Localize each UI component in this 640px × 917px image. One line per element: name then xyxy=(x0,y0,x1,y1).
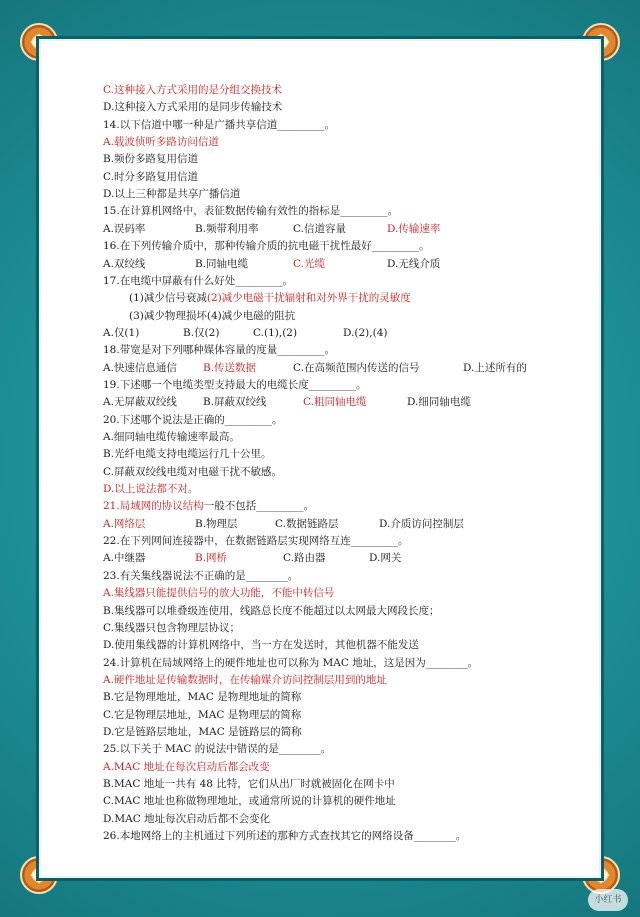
text-line: B.频份多路复用信道 xyxy=(103,153,199,166)
text-line: 15.在计算机网络中，表征数据传输有效性的指标是_________。 xyxy=(103,205,398,218)
answer-option: C.路由器 xyxy=(283,552,326,565)
text-line: C.屏蔽双绞线电缆对电磁干扰不敏感。 xyxy=(103,465,282,478)
text-line: 16.在下列传输介质中，那种传输介质的抗电磁干扰性最好_________。 xyxy=(103,240,430,253)
text-fragment: (2)减少电磁干扰辐射和对外界干扰的灵敏度 xyxy=(206,292,411,305)
text-line: A.载波侦听多路访问信道 xyxy=(103,136,219,149)
answer-option: C.光缆 xyxy=(293,257,325,270)
text-line: 25.以下关于 MAC 的说法中错误的是________。 xyxy=(103,743,332,756)
watermark-logo: 小红书 xyxy=(588,889,628,911)
answer-option: C.粗同轴电缆 xyxy=(303,396,367,409)
answer-option: B.仅(2) xyxy=(183,326,220,339)
text-line xyxy=(103,257,573,272)
text-line xyxy=(103,499,314,514)
answer-option: C.在高频范围内传送的信号 xyxy=(293,361,420,374)
text-line: B.MAC 地址一共有 48 比特，它们从出厂时就被固化在网卡中 xyxy=(103,778,395,790)
text-line: 22.在下列网间连接器中，在数据链路层实现网络互连_________。 xyxy=(103,535,409,548)
text-line: B.光纤电缆支持电缆运行几十公里。 xyxy=(103,448,272,461)
text-line xyxy=(103,326,573,341)
text-line xyxy=(129,291,411,306)
answer-option: A.双绞线 xyxy=(103,257,146,270)
text-line xyxy=(103,517,573,532)
text-line: C.这种接入方式采用的是分组交换技术 xyxy=(103,84,282,96)
text-line xyxy=(103,361,573,376)
text-line: A.细同轴电缆传输速率最高。 xyxy=(103,431,240,443)
text-line: C.集线器只包含物理层协议； xyxy=(103,621,240,634)
text-line: A.MAC 地址在每次启动后都会改变 xyxy=(103,760,270,773)
text-line xyxy=(103,551,573,566)
answer-option: B.屏蔽双绞线 xyxy=(203,396,267,409)
text-line: 24.计算机在局域网络上的硬件地址也可以称为 MAC 地址，这是因为________。 xyxy=(103,656,479,669)
answer-option: C.(1),(2) xyxy=(253,326,298,339)
text-fragment: (1)减少信号衰减 xyxy=(129,292,207,305)
answer-option: B.物理层 xyxy=(195,517,238,530)
answer-option: A.无屏蔽双绞线 xyxy=(103,396,177,409)
text-line: D.以上说法都不对。 xyxy=(103,483,199,496)
text-fragment: 一般不包括_________。 xyxy=(203,500,314,513)
text-line: D.以上三种都是共享广播信道 xyxy=(103,188,241,201)
text-line: B.它是物理地址，MAC 是物理地址的简称 xyxy=(103,691,302,704)
answer-option: D.上述所有的 xyxy=(463,361,527,374)
answer-option: A.网络层 xyxy=(103,517,146,530)
text-line: D.MAC 地址每次启动后都不会变化 xyxy=(103,812,271,825)
answer-option: A.仅(1) xyxy=(103,326,140,339)
text-line: D.使用集线器的计算机网络中，当一方在发送时，其他机器不能发送 xyxy=(103,639,419,652)
answer-option: C.信道容量 xyxy=(293,222,346,235)
answer-option: B.频带利用率 xyxy=(195,222,259,235)
text-line xyxy=(103,395,573,410)
text-line: A.集线器只能提供信号的放大功能，不能中转信号 xyxy=(103,587,335,600)
text-line: 14.以下信道中哪一种是广播共享信道_________。 xyxy=(103,118,335,131)
answer-option: A.误码率 xyxy=(103,222,146,235)
answer-option: D.无线介质 xyxy=(387,257,441,270)
text-line: C.MAC 地址也称做物理地址，或通常所说的计算机的硬件地址 xyxy=(103,795,396,808)
text-fragment: 21.局域网的协议结构 xyxy=(103,500,204,513)
answer-option: B.同轴电缆 xyxy=(195,257,249,270)
text-line: 17.在电缆中屏蔽有什么好处_________。 xyxy=(103,274,293,287)
answer-option: A.快速信息通信 xyxy=(103,361,177,374)
text-line: B.集线器可以堆叠级连使用，线路总长度不能超过以太网最大网段长度； xyxy=(103,604,440,617)
answer-option: D.细同轴电缆 xyxy=(407,396,471,409)
answer-option: C.数据链路层 xyxy=(275,517,339,530)
answer-option: B.传送数据 xyxy=(203,361,257,374)
text-line xyxy=(103,222,573,237)
text-line: 23.有关集线器说法不正确的是________。 xyxy=(103,569,299,582)
answer-option: D.(2),(4) xyxy=(343,326,388,339)
answer-option: D.网关 xyxy=(369,552,402,565)
text-line: 26.本地网络上的主机通过下列所述的那种方式查找其它的网络设备________。 xyxy=(103,830,467,843)
text-line: A.硬件地址是传输数据时，在传输媒介访问控制层用到的地址 xyxy=(103,673,387,686)
text-line: C.时分多路复用信道 xyxy=(103,170,198,183)
text-line: 18.带宽是对下列哪种媒体容量的度量_________。 xyxy=(103,344,335,357)
answer-option: A.中继器 xyxy=(103,552,146,565)
text-line: 20.下述哪个说法是正确的_________。 xyxy=(103,413,283,426)
text-line: C.它是物理层地址，MAC 是物理层的简称 xyxy=(103,708,302,721)
text-line: D.这种接入方式采用的是同步传输技术 xyxy=(103,101,283,114)
answer-option: D.介质访问控制层 xyxy=(379,517,464,530)
text-line: D.它是链路层地址，MAC 是链路层的简称 xyxy=(103,725,302,738)
text-line: (3)减少物理损坏(4)减少电磁的阻抗 xyxy=(129,309,296,322)
text-line: 19.下述哪一个电缆类型支持最大的电缆长度_________。 xyxy=(103,378,367,391)
answer-option: B.网桥 xyxy=(195,552,228,565)
answer-option: D.传输速率 xyxy=(387,222,441,235)
